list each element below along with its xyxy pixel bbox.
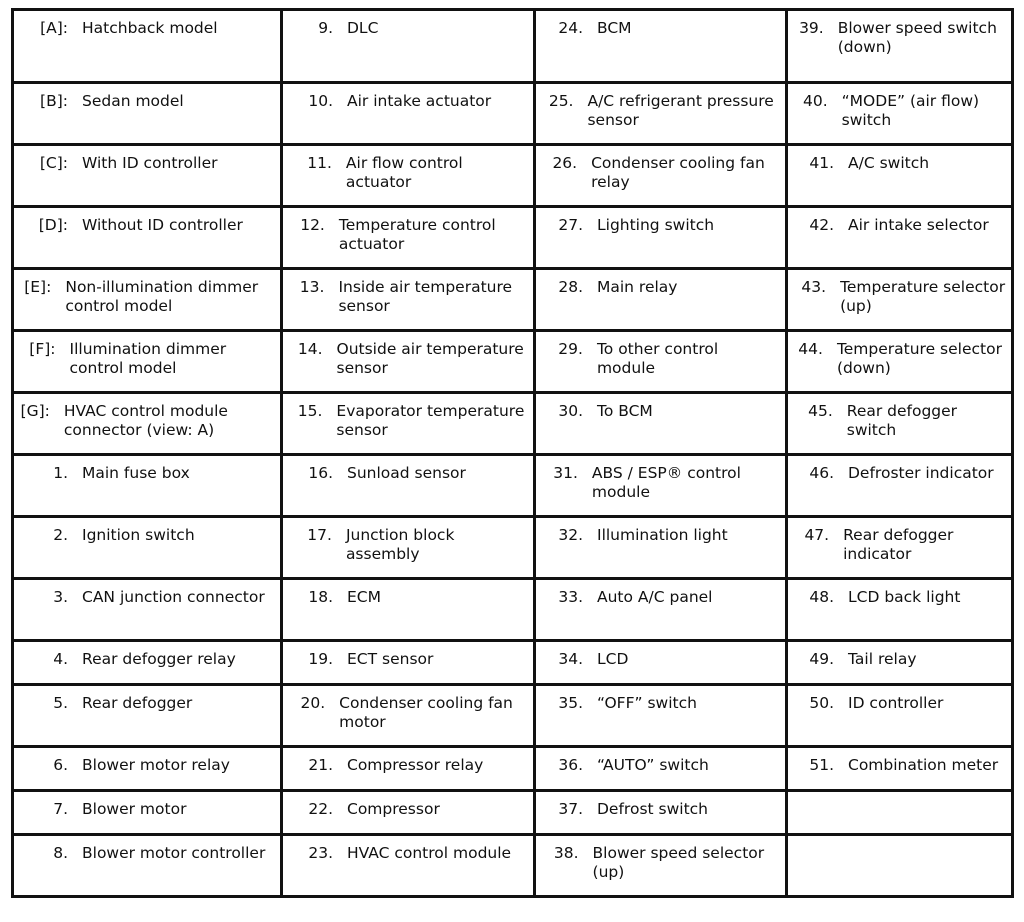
legend-entry — [283, 146, 533, 192]
table-row — [13, 835, 1013, 897]
legend-cell — [13, 83, 282, 145]
legend-key: 20. — [300, 694, 326, 712]
legend-entry — [14, 394, 280, 440]
legend-cell — [13, 455, 282, 517]
legend-description: Evaporator temperature sensor — [336, 402, 525, 439]
legend-entry — [536, 208, 785, 235]
legend-entry — [283, 792, 533, 819]
legend-cell — [787, 641, 1013, 685]
legend-description: Temperature selector (up) — [840, 278, 1006, 315]
legend-cell — [787, 835, 1013, 897]
legend-key: 43. — [801, 278, 827, 296]
legend-description: Without ID controller — [82, 216, 243, 234]
legend-key: [D]: — [38, 216, 68, 234]
legend-cell — [535, 641, 787, 685]
legend-entry — [536, 270, 785, 297]
legend-cell — [535, 10, 787, 83]
legend-key: 11. — [307, 154, 332, 172]
legend-description: HVAC control module connector (view: A) — [63, 402, 228, 439]
legend-entry — [788, 270, 1011, 316]
legend-description: “MODE” (air flow) switch — [841, 92, 980, 129]
legend-entry — [788, 208, 1011, 235]
legend-description: Blower speed selector (up) — [592, 844, 765, 881]
legend-description: Combination meter — [848, 756, 999, 774]
table-row — [13, 331, 1013, 393]
legend-cell — [282, 579, 535, 641]
legend-description: ECM — [347, 588, 381, 606]
legend-cell — [13, 10, 282, 83]
legend-entry — [14, 748, 280, 775]
legend-body — [13, 10, 1013, 897]
legend-description: Rear defogger indicator — [843, 526, 954, 563]
legend-key: 5. — [53, 694, 68, 712]
legend-key: 34. — [558, 650, 583, 668]
legend-description: Hatchback model — [82, 19, 218, 37]
legend-entry — [283, 84, 533, 111]
legend-description: “OFF” switch — [597, 694, 697, 712]
legend-key: 1. — [53, 464, 68, 482]
legend-entry — [536, 394, 785, 421]
legend-entry — [283, 270, 533, 316]
legend-key: 38. — [553, 844, 579, 862]
legend-key: 40. — [803, 92, 828, 110]
legend-cell — [282, 835, 535, 897]
legend-entry — [14, 642, 280, 669]
legend-key: 3. — [53, 588, 68, 606]
legend-description: Blower motor controller — [82, 844, 266, 862]
legend-entry — [788, 748, 1011, 775]
legend-entry — [14, 332, 280, 378]
legend-key: 37. — [558, 800, 583, 818]
legend-entry — [536, 84, 785, 130]
legend-entry — [14, 146, 280, 173]
legend-key: 19. — [308, 650, 333, 668]
legend-key: 15. — [297, 402, 323, 420]
legend-description: LCD back light — [848, 588, 961, 606]
legend-entry — [788, 518, 1011, 564]
table-row — [13, 83, 1013, 145]
legend-cell — [787, 269, 1013, 331]
legend-cell — [282, 145, 535, 207]
legend-description: To other control module — [596, 340, 719, 377]
legend-cell — [787, 455, 1013, 517]
table-row — [13, 747, 1013, 791]
legend-cell — [787, 393, 1013, 455]
legend-key: 14. — [297, 340, 323, 358]
legend-entry — [14, 836, 280, 863]
table-row — [13, 579, 1013, 641]
legend-cell — [13, 145, 282, 207]
legend-entry — [536, 836, 785, 882]
legend-cell — [787, 207, 1013, 269]
legend-description: Condenser cooling fan relay — [591, 154, 765, 191]
legend-description: Air intake selector — [848, 216, 989, 234]
legend-entry — [788, 332, 1011, 378]
legend-key: 26. — [552, 154, 578, 172]
legend-entry — [14, 518, 280, 545]
legend-description: HVAC control module — [347, 844, 512, 862]
legend-cell — [787, 145, 1013, 207]
legend-cell — [787, 517, 1013, 579]
legend-entry — [283, 642, 533, 669]
legend-description: Illumination dimmer control model — [69, 340, 227, 377]
legend-cell — [282, 455, 535, 517]
legend-cell — [13, 835, 282, 897]
legend-key: 10. — [308, 92, 333, 110]
legend-cell — [282, 269, 535, 331]
legend-cell — [282, 517, 535, 579]
legend-entry — [536, 11, 785, 38]
legend-key: 32. — [558, 526, 583, 544]
table-row — [13, 641, 1013, 685]
legend-description: Main fuse box — [82, 464, 190, 482]
legend-key: 6. — [53, 756, 68, 774]
legend-entry — [283, 332, 533, 378]
legend-table — [11, 8, 1014, 898]
legend-description: Compressor relay — [347, 756, 484, 774]
legend-entry — [283, 580, 533, 607]
legend-key: 50. — [809, 694, 834, 712]
legend-cell — [282, 207, 535, 269]
legend-description: A/C refrigerant pressure sensor — [587, 92, 774, 129]
legend-key: 36. — [558, 756, 583, 774]
legend-entry — [536, 580, 785, 607]
legend-cell — [13, 747, 282, 791]
legend-description: With ID controller — [82, 154, 218, 172]
legend-cell — [787, 10, 1013, 83]
legend-cell — [535, 835, 787, 897]
legend-key: [C]: — [39, 154, 68, 172]
legend-description: Non-illumination dimmer control model — [65, 278, 259, 315]
legend-description: Defroster indicator — [848, 464, 994, 482]
legend-key: 24. — [558, 19, 583, 37]
legend-cell — [282, 685, 535, 747]
legend-description: Defrost switch — [597, 800, 709, 818]
legend-key: 7. — [53, 800, 68, 818]
legend-entry — [788, 580, 1011, 607]
legend-description: LCD — [597, 650, 629, 668]
legend-cell — [787, 331, 1013, 393]
legend-key: 17. — [307, 526, 332, 544]
legend-description: Blower motor — [82, 800, 187, 818]
legend-key: 22. — [308, 800, 333, 818]
legend-entry — [14, 270, 280, 316]
legend-entry — [536, 792, 785, 819]
legend-key: 13. — [299, 278, 325, 296]
legend-cell — [282, 791, 535, 835]
legend-cell — [535, 331, 787, 393]
legend-key: 12. — [300, 216, 325, 234]
legend-key: 44. — [798, 340, 823, 358]
legend-entry — [283, 456, 533, 483]
legend-entry — [14, 792, 280, 819]
table-row — [13, 10, 1013, 83]
legend-description: Rear defogger relay — [82, 650, 236, 668]
legend-key: 47. — [804, 526, 830, 544]
legend-cell — [535, 207, 787, 269]
legend-entry — [283, 11, 533, 38]
legend-key: 45. — [808, 402, 833, 420]
table-row — [13, 269, 1013, 331]
legend-entry — [14, 84, 280, 111]
legend-cell — [787, 791, 1013, 835]
legend-entry — [14, 208, 280, 235]
legend-description: “AUTO” switch — [597, 756, 709, 774]
legend-entry — [788, 84, 1011, 130]
legend-entry — [14, 686, 280, 713]
legend-key: 21. — [308, 756, 333, 774]
legend-key: 42. — [809, 216, 834, 234]
legend-key: 35. — [558, 694, 583, 712]
legend-key: [A]: — [40, 19, 68, 37]
legend-description: Illumination light — [597, 526, 728, 544]
legend-key: [B]: — [40, 92, 68, 110]
legend-cell — [535, 269, 787, 331]
legend-description: CAN junction connector — [82, 588, 265, 606]
legend-cell — [535, 455, 787, 517]
legend-description: Blower speed switch (down) — [837, 19, 997, 56]
legend-key: 27. — [558, 216, 583, 234]
legend-cell — [13, 685, 282, 747]
legend-key: 31. — [553, 464, 578, 482]
legend-entry — [788, 394, 1011, 440]
legend-description: Blower motor relay — [82, 756, 230, 774]
legend-key: 16. — [308, 464, 333, 482]
legend-entry — [14, 456, 280, 483]
legend-key: 48. — [809, 588, 834, 606]
legend-entry — [536, 146, 785, 192]
legend-cell — [13, 269, 282, 331]
legend-cell — [787, 579, 1013, 641]
legend-description: Outside air temperature sensor — [336, 340, 524, 377]
legend-cell — [282, 331, 535, 393]
legend-description: ECT sensor — [347, 650, 434, 668]
legend-description: Air intake actuator — [347, 92, 492, 110]
table-row — [13, 207, 1013, 269]
legend-description: Rear defogger — [82, 694, 193, 712]
legend-description: Sedan model — [82, 92, 184, 110]
legend-cell — [13, 393, 282, 455]
legend-key: 23. — [308, 844, 333, 862]
legend-description: Sunload sensor — [347, 464, 466, 482]
table-row — [13, 145, 1013, 207]
legend-key: 25. — [548, 92, 574, 110]
legend-entry — [536, 518, 785, 545]
legend-entry — [788, 146, 1011, 173]
legend-description: Condenser cooling fan motor — [339, 694, 513, 731]
table-row — [13, 685, 1013, 747]
legend-description: ABS / ESP® control module — [591, 464, 741, 501]
legend-entry — [788, 456, 1011, 483]
legend-key: 39. — [799, 19, 824, 37]
legend-entry — [536, 642, 785, 669]
legend-cell — [535, 517, 787, 579]
legend-description: A/C switch — [848, 154, 930, 172]
legend-cell — [13, 791, 282, 835]
legend-entry — [788, 11, 1011, 57]
legend-key: 29. — [558, 340, 583, 358]
legend-entry — [14, 580, 280, 607]
legend-key: 51. — [809, 756, 834, 774]
legend-cell — [535, 791, 787, 835]
legend-cell — [13, 517, 282, 579]
legend-key: 4. — [53, 650, 68, 668]
legend-entry — [788, 792, 1011, 800]
legend-description: Lighting switch — [597, 216, 715, 234]
legend-entry — [536, 748, 785, 775]
legend-cell — [13, 331, 282, 393]
legend-cell — [282, 641, 535, 685]
legend-cell — [282, 10, 535, 83]
legend-entry — [283, 748, 533, 775]
legend-entry — [283, 518, 533, 564]
legend-key: [E]: — [24, 278, 52, 296]
legend-key: 46. — [809, 464, 834, 482]
legend-description: Compressor — [347, 800, 440, 818]
legend-cell — [282, 83, 535, 145]
legend-entry — [536, 686, 785, 713]
legend-entry — [283, 836, 533, 863]
table-row — [13, 393, 1013, 455]
legend-entry — [536, 332, 785, 378]
legend-description: Temperature selector (down) — [836, 340, 1002, 377]
legend-entry — [283, 208, 533, 254]
legend-description: Ignition switch — [82, 526, 195, 544]
legend-cell — [535, 747, 787, 791]
legend-cell — [13, 641, 282, 685]
legend-cell — [535, 145, 787, 207]
legend-key: 28. — [558, 278, 583, 296]
legend-entry — [788, 836, 1011, 844]
legend-description: Rear defogger switch — [846, 402, 958, 439]
legend-key: 9. — [318, 19, 333, 37]
legend-key: [G]: — [20, 402, 50, 420]
legend-description: Auto A/C panel — [597, 588, 713, 606]
legend-cell — [282, 747, 535, 791]
legend-entry — [788, 642, 1011, 669]
legend-description: Temperature control actuator — [338, 216, 496, 253]
table-row — [13, 517, 1013, 579]
legend-entry — [14, 11, 280, 38]
table-row — [13, 455, 1013, 517]
table-row — [13, 791, 1013, 835]
legend-cell — [282, 393, 535, 455]
legend-cell — [13, 207, 282, 269]
legend-entry — [788, 686, 1011, 713]
legend-cell — [787, 747, 1013, 791]
legend-key: 18. — [308, 588, 333, 606]
legend-cell — [535, 579, 787, 641]
legend-description: To BCM — [597, 402, 653, 420]
legend-cell — [787, 83, 1013, 145]
legend-description: ID controller — [848, 694, 944, 712]
legend-description: Air flow control actuator — [345, 154, 463, 191]
legend-description: Main relay — [597, 278, 678, 296]
legend-key: 30. — [558, 402, 583, 420]
legend-cell — [535, 685, 787, 747]
legend-description: DLC — [347, 19, 379, 37]
legend-description: Tail relay — [848, 650, 917, 668]
legend-cell — [535, 83, 787, 145]
legend-cell — [535, 393, 787, 455]
legend-entry — [283, 394, 533, 440]
legend-key: [F]: — [29, 340, 56, 358]
legend-key: 2. — [53, 526, 68, 544]
legend-description: Junction block assembly — [345, 526, 455, 563]
legend-key: 41. — [809, 154, 834, 172]
legend-entry — [283, 686, 533, 732]
legend-key: 49. — [809, 650, 834, 668]
legend-cell — [787, 685, 1013, 747]
legend-key: 8. — [53, 844, 68, 862]
legend-entry — [536, 456, 785, 502]
legend-key: 33. — [558, 588, 583, 606]
legend-cell — [13, 579, 282, 641]
legend-description: BCM — [597, 19, 632, 37]
legend-description: Inside air temperature sensor — [338, 278, 513, 315]
